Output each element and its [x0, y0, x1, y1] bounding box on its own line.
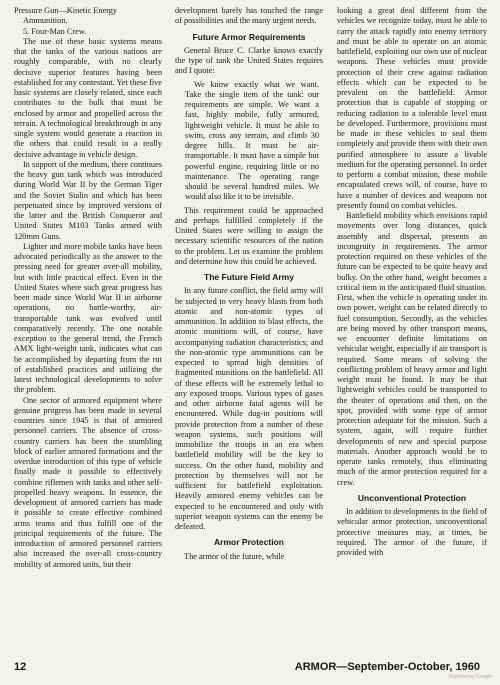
body-paragraph: In any future conflict, the field army will be subjected to very heavy blasts from both atomic and non-atomic types of ammunition. In addition to blast effects, the atomic munitions will, of course, have accompanying radiation characteristics; and the non-atomic type ammunitions can be expected to spread high densities of fragmented munitions on the battlefield. All of these effects will be extremely lethal to any exposed troops. Various types of gases and other airborne fatal agents will be encountered. While dug-in positions will provide protection from a number of these weapon systems, such positions will immobilize the troops in an era when battlefield mobility will be the key to success. On the other hand, mobility and protection by themselves will not be sufficient for battlefield exploitation. Heavily armored enemy vehicles can be expected to be encountered and only with superior weapon systems can the enemy be defeated.: [175, 286, 323, 531]
body-paragraph: development barely has touched the range of possibilities and the many urgent needs.: [175, 6, 323, 26]
list-line: Ammunition.: [23, 16, 68, 26]
section-heading: The Future Field Army: [204, 272, 294, 282]
digitized-watermark: Digitized by Google: [448, 674, 492, 680]
block-quote: We know exactly what we want. Take the single item of the tank: our requirements are simple. We want a fast, highly mobile, fully armored, lightweight vehicle. It must be able to swim, cross any terrain, and climb 30 degree hills. It must be air-transportable. It must have a simple but powerful engine, requiring little or no maintenance. The operating range should be several hundred miles. We would also like it to be invisible.: [185, 79, 319, 202]
section-heading: Future Armor Requirements: [192, 31, 306, 42]
body-paragraph: The armor of the future, while: [184, 551, 285, 561]
body-paragraph: Lighter and more mobile tanks have been advocated periodically as the answer to the pressing need for greater over-all mobility, but with little practical effect. Even in the United States where such great progress has been made since World War II in airborne operations, no battle-worthy, air-transportable tank was evolved until comparatively recently. The one notable exception to the general trend, the French AMX light-weight tank, indicates what can be accomplished by departing from the rut of established practices and utilizing the latest technological developments to solve the problem.: [14, 241, 162, 395]
body-paragraph: In addition to developments in the field of vehicular armor protection, unconventional protective measures may, at times, be required. The armor of the future, if provided with: [337, 507, 487, 557]
issue-line: ARMOR—September-October, 1960: [294, 661, 480, 673]
body-paragraph: looking a great deal different from the vehicles we recognize today, must be able to carry the attack rapidly into enemy territory and must be able to operate on an atomic battlefield, exploiting our own use of nuclear weapons. These vehicles must provide protection of their crew against radiation effects which can be expected to be prevalent on the battlefield. Armor protection that is capable of stopping or reducing radiation to a tolerable level must be developed. Furthermore, provisions must be made in these vehicles to seal them completely and provide them with their own purified atmosphere to assure a livable medium for the operating personnel. In order to perform a combat mission, these mobile encapsulated crews will, of course, have to have a number of devices and weapons not presently found on combat vehicles.: [337, 6, 487, 210]
body-paragraph: This requirement could be approached and perhaps fulfilled completely if the United States were willing to assign the necessary scientific resources of the nation to the problem. Let us examine the problem and determine how this could be achieved.: [175, 205, 323, 266]
list-line: 5. Four-Man Crew.: [23, 26, 87, 36]
list-line: Pressure Gun—Kinetic Energy: [14, 6, 118, 15]
page-number: 12: [14, 661, 27, 673]
section-heading: Armor Protection: [214, 537, 284, 548]
body-paragraph: In support of the medium, there continues the heavy gun tank which was introduced during World War II by the German Tiger and the Soviet Stalin and which has been perpetuated since by improved versions of the latter and the British Conqueror and United States M103 Tanks armed with 120mm Guns.: [14, 159, 162, 241]
body-paragraph: The use of these basic systems means that the tanks of the various nations are roughly comparable, with no clearly decisive superior features having been established for any contestant. Yet these five basic systems are closely related, since each contributes to the bulk that must be enclosed by armor and propelled across the terrain. A technological breakthrough in any single system would generate a reaction in the others that could result in a really decisive advantage in vehicle design.: [14, 36, 162, 159]
body-paragraph: One sector of armored equipment where genuine progress has been made in several countries since 1945 is that of armored personnel carriers. The absence of cross-country carriers has been the stumbling block of earlier armored formations and the overdue introduction of this type of vehicle finally made it possible to effectively combine riflemen with tanks and other self-propelled heavy weapons. In essence, the development of armored carriers has made it possible to create effective combined arms teams and thus fulfill one of the principal requirements of the future. The introduction of armored personnel carriers also increased the over-all cross-country mobility of armored units, but their: [14, 395, 162, 569]
column-middle: [175, 6, 323, 562]
column-left: [14, 6, 162, 570]
column-right: [337, 6, 487, 558]
body-paragraph: General Bruce C. Clarke knows exactly the type of tank the United States requires and I quote:: [175, 45, 323, 76]
body-paragraph: Battlefield mobility which envisions rapid movements over long distances, quick assembly and dispersal, presents an incongruity in requirements. The armor protection required on these vehicles of the future can be expected to be quite heavy and bulky. On the other hand, weight becomes a critical item in the anticipated fluid situation. First, when the vehicle is operating under its own power, weight can be related directly to fuel consumption. Secondly, as the vehicles are being moved by other transport means, we encounter definite limitations on vehicular weight, especially if air transport is required. Some means of solving the conflicting problem of heavy armor and light weight must be found. It may be that lightweight vehicles could be transported to the theater of operations and then, on the spot, provided with some type of armor protection adequate for the mission. Such a system, again, will require further developments of new and special purpose materials. Another approach would be to operate tanks remotely, thus eliminating much of the armor protection required for a crew.: [337, 211, 487, 487]
section-heading: Unconventional Protection: [357, 492, 467, 503]
